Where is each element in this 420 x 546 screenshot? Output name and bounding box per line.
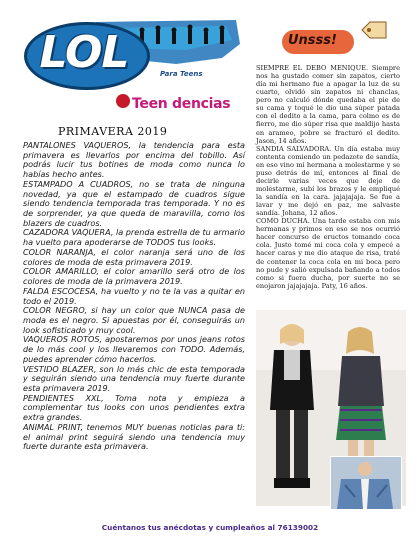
trend-paragraph: FALDA ESCOCESA, ha vuelto y no te la vas a quitar en todo el 2019. — [23, 285, 245, 306]
trend-paragraph: CAZADORA VAQUERA, la prenda estrella de tu armario ha vuelto para apoderarse de TODOS tus looks. — [23, 227, 245, 248]
trend-paragraph: PENDIENTES XXL, Toma nota y empieza a complementar tus looks con unos pendientes extra extra grandes. — [23, 392, 245, 423]
unpss-badge-text: Unsss! — [288, 33, 337, 48]
trend-paragraph: COLOR NARANJA, el color naranja será uno de los colores de moda de esta primavera 2019. — [23, 246, 245, 267]
anecdote-paragraph: SIEMPRE EL DEBO MENIQUE. Siempre nos ha gustado comer sin zapatos, cierto día mi hermano fue a apagar la luz de su cuarto, olvidó sin zapatos ni chanclas, pero no calculó dónde quedaba el pie de su cama y toqué le dio una súper patada con el dedito a la cama, para colmo es de fierro, me dio súper risa que maldijo hasta en arameo, pobre se fracturó el dedito. Jason, 14 años. — [256, 64, 400, 145]
trend-paragraph: PANTALONES VAQUEROS, la tendencia para esta primavera es llevarlos por encima del tobillo. Así podrás lucir tus botines de moda como nunca lo habías hecho antes. — [23, 140, 245, 180]
trend-paragraph: COLOR AMARILLO, el color amarillo será otro de los colores de moda de la primavera 2019. — [23, 266, 245, 287]
anecdote-paragraph: COMO DUCHA. Una tarde estaba con mis hermanas y primos en eso se nos ocurrió hacer concurso de eructos tomando coca cola. Justo tomé mi coca cola y empecé a hacer caras y me dio ataque de risa, traté de contener la coca cola en mi boca pero no pude y salió expulsada bañando a todos como si fuera ducha, por suerte no se enojaron jajajajaja. Paty, 16 años. — [256, 217, 400, 290]
logo-tagline: Para Teens — [160, 70, 203, 78]
season-heading: PRIMAVERA 2019 — [58, 125, 168, 138]
anecdote-paragraph: SANDIA SALVADORA. Un día estaba muy contenta comiendo un pedazote de sandía, en eso vino mi hermana a molestarme y se puso detrás de mí, entonces al final de decirle varias veces que deje de molestarme, subí los brazos y le empliqué la sandía en la cara. jajajajaja. Se fue a lavar y me dejó en paz, me salvaste sandía. Johana, 12 años. — [256, 144, 400, 218]
trend-paragraph: COLOR NEGRO, si hay un color que NUNCA pasa de moda es el negro. Si apuestas por él, conseguirás un look sofisticado y muy cool. — [23, 305, 245, 335]
trend-paragraph: VESTIDO BLAZER, son lo más chic de esta temporada y seguirán siendo una tendencia muy fuerte durante esta primavera 2019. — [23, 363, 245, 393]
trend-paragraph: ANIMAL PRINT, tenemos MUY buenas noticias para ti: el animal print seguirá siendo una tendencia muy fuerte durante esta primavera. — [23, 421, 245, 452]
trend-paragraph: ESTAMPADO A CUADROS, no se trata de ninguna novedad, ya que el estampado de cuadros sigue siendo tendencia temporada tras temporada. Y no es de sorprender, ya que queda de maravilla, como los blazers de cuadros. — [23, 178, 245, 228]
price-tag-icon — [360, 20, 388, 40]
denim-jacket-photo — [330, 456, 402, 510]
trends-column — [23, 141, 245, 452]
logo-text: LOL — [39, 27, 129, 78]
section-title: Teen dencias — [132, 96, 231, 112]
pushpin-icon — [116, 94, 130, 108]
trend-paragraph: VAQUEROS ROTOS, apostaremos por unos jeans rotos de lo más cool y los llevaremos con TODO. Además, puedes aprender cómo hacerlos. — [23, 334, 245, 364]
footer-contact: Cuéntanos tus anécdotas y cumpleaños al 76139002 — [101, 523, 319, 532]
anecdotes-column — [256, 64, 400, 290]
